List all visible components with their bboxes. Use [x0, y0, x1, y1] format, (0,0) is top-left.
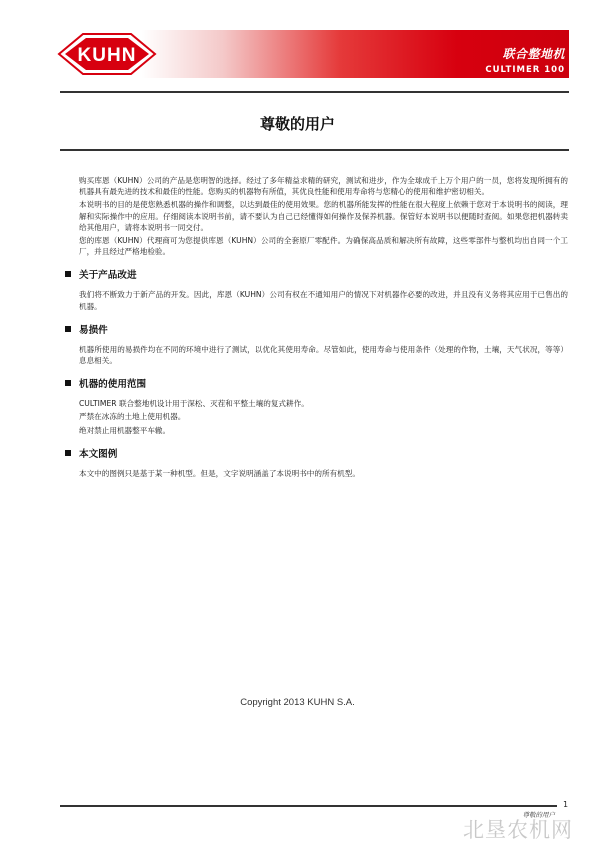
square-bullet-icon	[65, 271, 71, 277]
section-product-improvement	[79, 269, 568, 311]
square-bullet-icon	[65, 326, 71, 332]
section-heading: 关于产品改进	[79, 270, 137, 282]
section-paragraph: 机器所使用的易损件均在不同的环境中进行了测试，以优化其使用寿命。尽管如此，使用寿命与使用条件（处理的作物，土壤，天气状况，等等）息息相关。	[79, 344, 568, 366]
section-heading: 易损件	[79, 324, 108, 336]
section-intended-use	[79, 378, 568, 436]
section-heading: 机器的使用范围	[79, 379, 147, 391]
kuhn-logo	[57, 32, 157, 76]
page-number: 1	[563, 800, 569, 809]
square-bullet-icon	[65, 380, 71, 386]
title-rule	[60, 149, 569, 151]
header-title: 联合整地机	[502, 47, 565, 61]
header-rule	[60, 91, 569, 93]
intro-paragraph: 购买库恩（KUHN）公司的产品是您明智的选择。经过了多年精益求精的研究，测试和进步，作为全球成千上万个用户的一员，您将发现所拥有的机器具有最先进的技术和最佳的性能。您购买的机器物有所值，其优良性能和使用寿命将与您精心的使用和维护密切相关。	[79, 176, 568, 197]
section-illustrations	[79, 448, 568, 479]
page-title: 尊敬的用户	[259, 115, 335, 133]
site-watermark: 北垦农机网	[463, 818, 573, 842]
intro-paragraph: 您的库恩（KUHN）代理商可为您提供库恩（KUHN）公司的全套原厂零配件。为确保高品质和解决所有故障，这些零部件与整机均出自同一个工厂，并且经过严格地检验。	[79, 236, 568, 257]
section-paragraph: 严禁在冰冻的土地上使用机器。	[79, 412, 186, 422]
section-wear-parts	[79, 324, 568, 366]
intro-paragraph: 本说明书的目的是使您熟悉机器的操作和调整，以达到最佳的使用效果。您的机器所能发挥的性能在很大程度上依赖于您对于本说明书的阅读，理解和实际操作中的应用。仔细阅读本说明书前，请不要认为自己已经懂得如何操作及保养机器。保管好本说明书以便随时查阅。如果您把机器转卖给其他用户，请将本说明书一同交付。	[79, 200, 568, 232]
square-bullet-icon	[65, 450, 71, 456]
header-model: CULTIMER 100	[485, 65, 565, 75]
footer-section-label: 尊敬的用户	[522, 811, 555, 819]
section-paragraph: 我们将不断致力于新产品的开发。因此，库恩（KUHN）公司有权在不通知用户的情况下对机器作必要的改进，并且没有义务将其应用于已售出的机器。	[79, 290, 568, 311]
section-heading: 本文图例	[79, 448, 118, 460]
section-paragraph: 绝对禁止用机器整平车辙。	[79, 425, 171, 435]
copyright-notice: Copyright 2013 KUHN S.A.	[240, 697, 355, 708]
content	[79, 175, 568, 481]
section-paragraph: CULTIMER 联合整地机设计用于深松、灭茬和平整土壤的复式耕作。	[79, 399, 309, 409]
footer-rule	[60, 805, 557, 807]
logo-text: KUHN	[77, 45, 137, 66]
section-paragraph: 本文中的图例只是基于某一种机型。但是，文字说明涵盖了本说明书中的所有机型。	[79, 468, 360, 478]
intro-block	[79, 175, 568, 257]
